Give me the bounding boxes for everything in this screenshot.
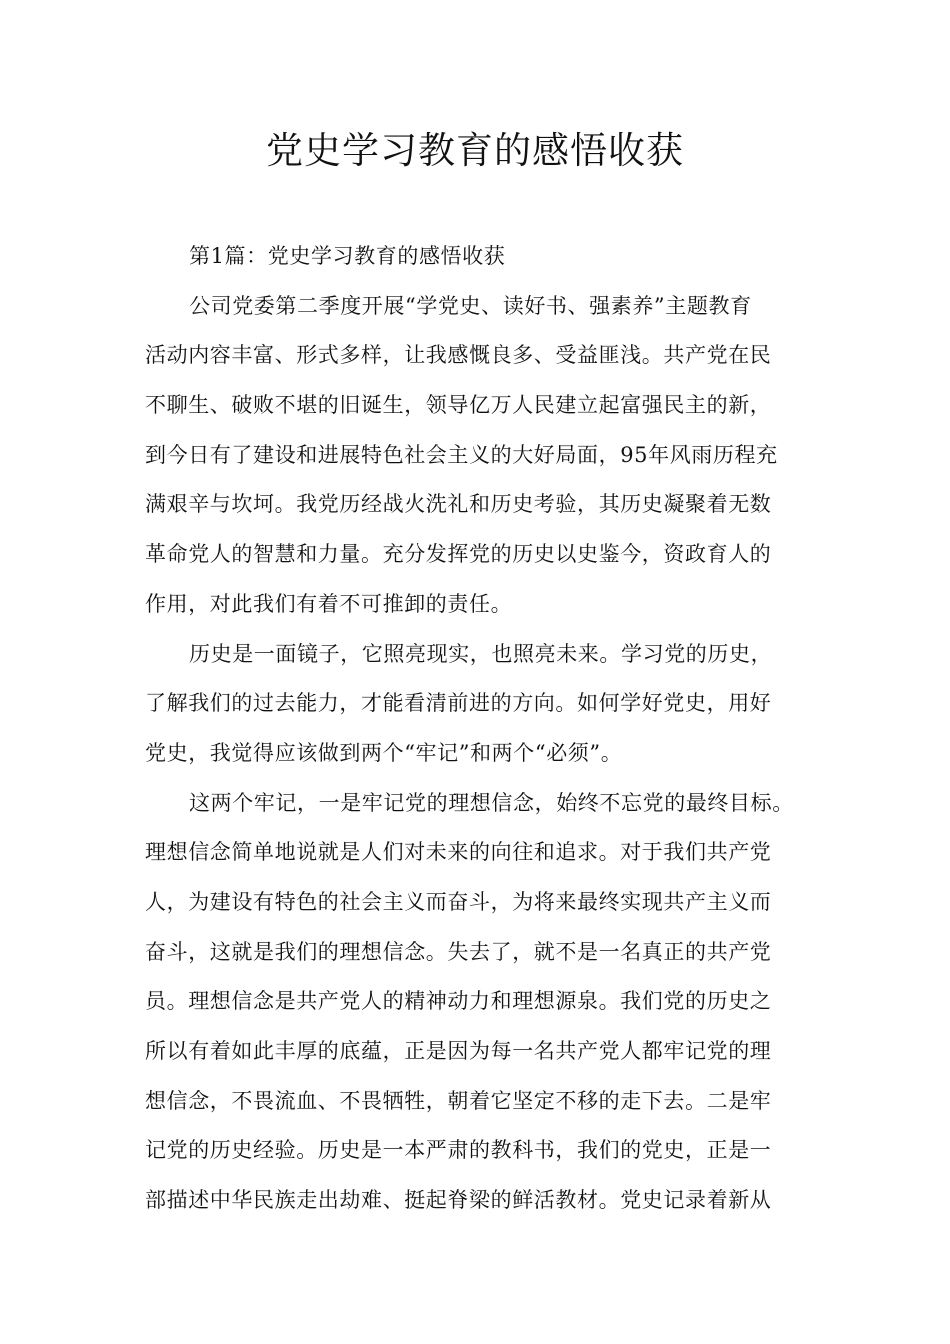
text-line: 想信念，不畏流血、不畏牺牲，朝着它坚定不移的走下去。二是牢 — [145, 1088, 772, 1113]
text-line: 所以有着如此丰厚的底蕴，正是因为每一名共产党人都牢记党的理 — [145, 1039, 772, 1063]
text-line: 部描述中华民族走出劫难、挺起脊梁的鲜活教材。党史记录着新从 — [145, 1188, 772, 1213]
text-line: 满艰辛与坎坷。我党历经战火洗礼和历史考验，其历史凝聚着无数 — [145, 492, 772, 517]
text-line: 不聊生、破败不堪的旧诞生，领导亿万人民建立起富强民主的新， — [145, 393, 772, 418]
text-line: 了解我们的过去能力，才能看清前进的方向。如何学好党史，用好 — [145, 691, 772, 716]
text-line: 作用，对此我们有着不可推卸的责任。 — [145, 591, 513, 616]
text-line: 员。理想信念是共产党人的精神动力和理想源泉。我们党的历史之 — [145, 989, 772, 1014]
text-line: 公司党委第二季度开展“学党史、读好书、强素养”主题教育 — [189, 293, 752, 318]
text-line: 革命党人的智慧和力量。充分发挥党的历史以史鉴今，资政育人的 — [145, 542, 772, 567]
text-line: 党史，我觉得应该做到两个“牢记”和两个“必须”。 — [145, 740, 623, 765]
document-title: 党史学习教育的感悟收获 — [266, 129, 684, 172]
text-line: 活动内容丰富、形式多样，让我感慨良多、受益匪浅。共产党在民 — [145, 343, 772, 368]
text-line: 到今日有了建设和进展特色社会主义的大好局面，95年风雨历程充 — [145, 442, 778, 467]
text-line: 历史是一面镜子，它照亮现实，也照亮未来。学习党的历史， — [189, 641, 773, 666]
text-line: 第1篇：党史学习教育的感悟收获 — [189, 244, 506, 268]
text-line: 理想信念简单地说就是人们对未来的向往和追求。对于我们共产党 — [145, 840, 772, 865]
text-line: 奋斗，这就是我们的理想信念。失去了，就不是一名真正的共产党 — [145, 939, 772, 964]
document-body — [145, 232, 810, 1226]
text-line: 这两个牢记，一是牢记党的理想信念，始终不忘党的最终目标。 — [189, 790, 794, 815]
text-line: 记党的历史经验。历史是一本严肃的教科书，我们的党史，正是一 — [145, 1138, 772, 1163]
text-line: 人，为建设有特色的社会主义而奋斗，为将来最终实现共产主义而 — [145, 889, 772, 914]
